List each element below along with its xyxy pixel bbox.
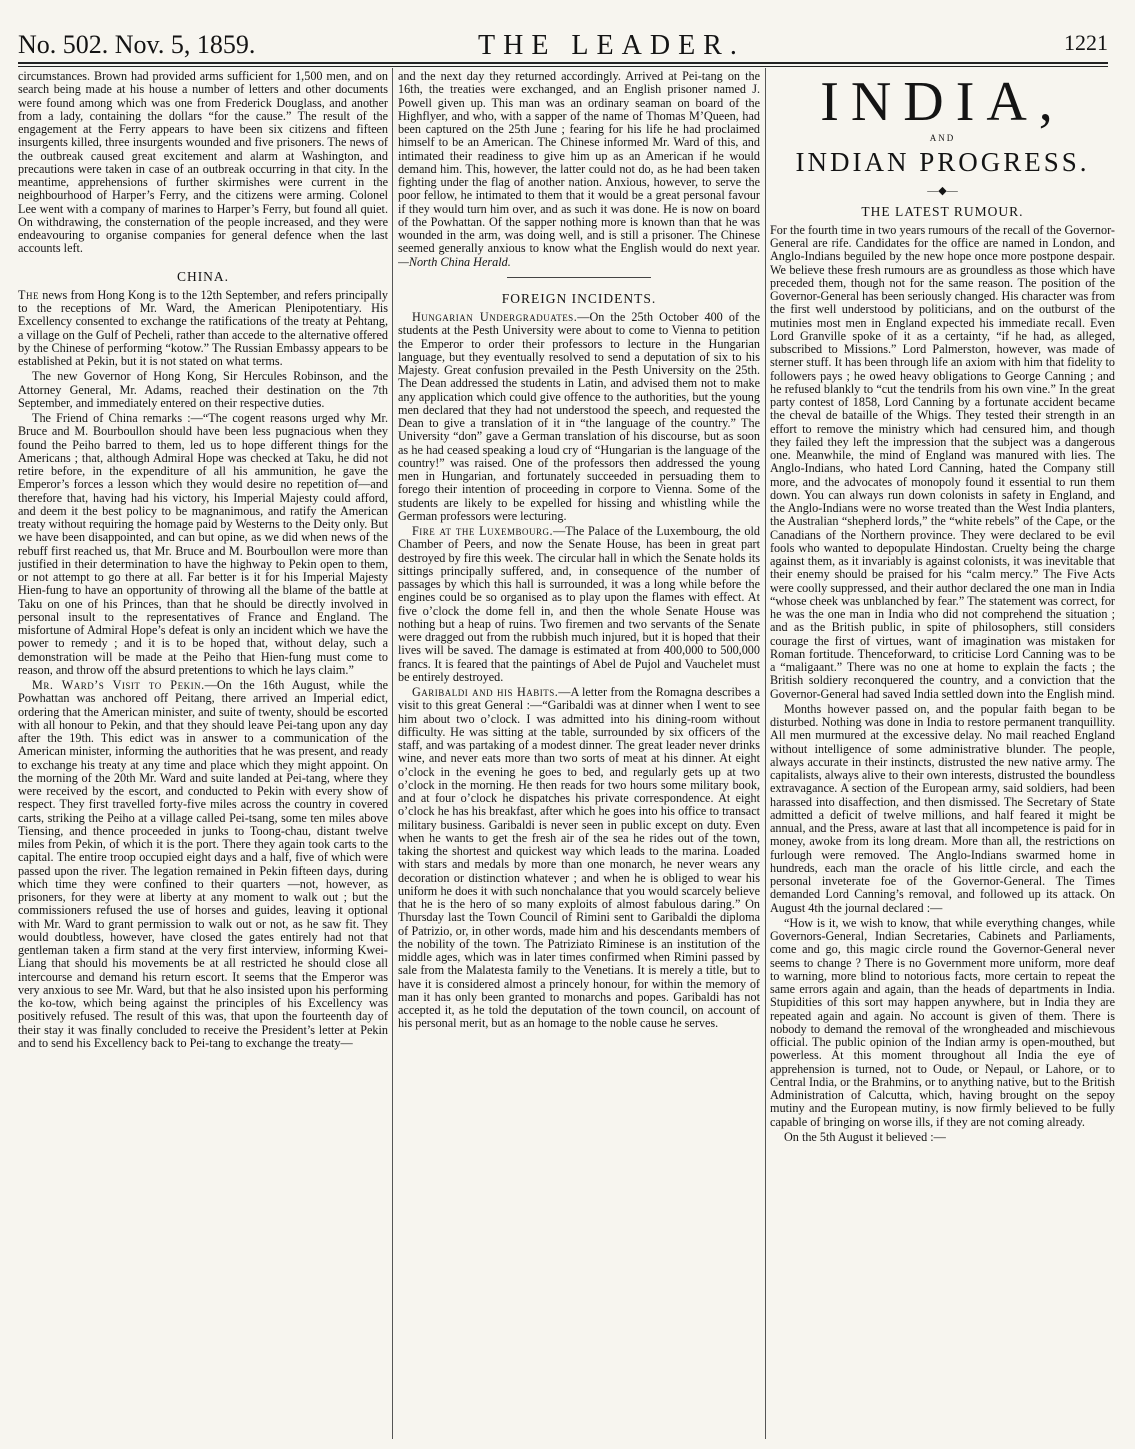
newspaper-title: THE LEADER. [478, 30, 745, 61]
paragraph-text: news from Hong Kong is to the 12th September, and refers principally to the receptions of Mr. Ward, the American Plenipotentiary. His Excellency consented to exchange the ratifications of the treaty at Pehtang, a village on the Gulf of Pecheli, rather than accede to the alternative offered by the Chinese of performing “kotow.” The Russian Embassy appears to be established at Pekin, but it is not stated on what terms. [18, 287, 388, 368]
source-credit: —North China Herald. [398, 254, 511, 269]
column-3 [770, 70, 1115, 1441]
section-subtitle-indian-progress: INDIAN PROGRESS. [795, 147, 1090, 178]
article-paragraph [398, 525, 760, 684]
paragraph-text: —On the 25th October 400 of the students at the Pesth University were about to come to Vienna to petition the Emperor to order their professors to lecture in the Hungarian language, but they eventually resolved to send a deputation of six to his Majesty. Great confusion prevailed in the Pesth University on the 25th. The Dean addressed the students in Latin, and advised them not to make any application which could give offence to the authorities, but the young men declared that they had not understood the speech, and requested the Dean to give a translation of it in “the language of the country.” The University “don” gave a German translation of his discourse, but as soon as he had ceased speaking a loud cry of “Hungarian is the language of the country!” was raised. One of the professors then addressed the young men in Hungarian, and fortunately succeeded in persuading them to forego their intention of proceeding in corpore to Vienna. Some of the students are likely to be expelled for hissing and whistling while the German professors were lecturing. [398, 310, 760, 523]
section-heading-china: CHINA. [176, 268, 230, 284]
article-paragraph: Months however passed on, and the popular faith began to be disturbed. Nothing was done in India to restore permanent tranquillity. All men murmured at the excessive delay. No mail reached England without intelligence of some administrative blunder. The people, always accurate in their instincts, distrusted the new native army. The capitalists, always alive to their own interests, distrusted the boundless extravagance. A section of the European army, said soldiers, had been harassed into disaffection, and then dismissed. The Secretary of State admitted a deficit of twelve millions, and half feared it might be annual, and the Press, aware at last that all incompetence is paid for in money, awoke from its long dream. More than all, the restrictions on furlough were removed. The Anglo-Indians swarmed home in hundreds, each man the oracle of his little circle, and each the personal inveterate foe of the Governor-General. The Times demanded Lord Canning’s removal, and followed up its attack. On August 4th the journal declared :— [770, 701, 1115, 915]
paragraph-text: and the next day they returned accordingly. Arrived at Pei-tang on the 16th, the treaties were exchanged, and an English prisoner named J. Powell given up. This man was an ordinary seaman on board of the Highflyer, and who, with a sapper of the name of Thomas M’Queen, had been captured on the 25th June ; fearing for his life he had proclaimed himself to be an American. The Chinese informed Mr. Ward of this, and intimated their readiness to give him up as an American if he would demand him. This, however, the latter could not do, as he had been taken fighting under the flag of another nation. Anxious, however, to serve the poor fellow, he intimated to them that it would be a great personal favour if they would turn him over, and as such it was done. He is now on board of the Powhattan. Of the sapper nothing more is known than that he was wounded in the arm, was doing well, and is still a prisoner. The Chinese seemed generally anxious to know what the English would do next year. [398, 70, 760, 256]
article-paragraph: The new Governor of Hong Kong, Sir Hercules Robinson, and the Attorney General, Mr. Adams, reached their destination on the 7th September, and immediately entered on their respective duties. [18, 369, 388, 410]
section-divider [507, 277, 652, 278]
article-paragraph [398, 686, 760, 1031]
column-1 [18, 70, 388, 1441]
paragraph-lead-hungarian: Hungarian Undergraduates. [412, 310, 578, 324]
article-paragraph [18, 679, 388, 1050]
section-title-india: INDIA, [820, 71, 1065, 133]
article-paragraph: For the fourth time in two years rumours of the recall of the Governor-General are rife. Candidates for the office are named in London, and Anglo-Indians beguiled by the new hope once more postpone despair. We believe these fresh rumours are as groundless as those which have preceded them, though not for the same reason. The position of the Governor-General has been seriously changed. His character was from the first well understood by politicians, and on the outburst of the mutinies most men in England expected his immediate recall. Even Lord Granville spoke of it as a certainty, “if he had, as alleged, subscribed to Missions.” Lord Palmerston, however, was made of sterner stuff. It has been through life an axiom with him that fidelity to followers pays ; he owed heavy obligations to George Canning ; and he refused blankly to “cut the tendrils from his own vine.” In the great party contest of 1858, Lord Canning by a fortunate accident became the cheval de bataille of the Whigs. They tested their strength in an effort to remove the ministry which had censured him, and though they failed they left the impression that the subject was a dangerous one. Meanwhile, the mind of England was manured with lies. The Anglo-Indians, who hated Lord Canning, hated the Company still more, and the advocates of monopoly found it essential to run them down. You can always run down colonists in safety in England, and the Anglo-Indians were no worse treated than the West India planters, the Australian “shepherd lords,” the “white rebels” of the Cape, or the Canadians of the Northern province. They were declared to be evil fools who wanted to depopulate Hindostan. Cruelty being the charge against them, as it invariably is against colonists, it was inevitable that their enemy should be praised for his “calm mercy.” The Five Acts were coolly suppressed, and their author declared the one man in India “whose cheek was unblanched by fear.” The statement was correct, for he was the one man in India who did not comprehend the situation ; and as the British public, in spite of philosophers, still considers courage the first of virtues, want of imagination was mistaken for Roman fortitude. Thenceforward, to criticise Lord Canning was to be a “maligaant.” There was no one at home to explain the facts ; the British soldiery reconquered the country, and a conviction that the Governor-General had saved India settled down into the English mind. [770, 222, 1115, 701]
paragraph-lead-fire: Fire at the Luxembourg. [412, 524, 554, 538]
ornament-divider: —◆— [927, 185, 958, 198]
section-heading-foreign: FOREIGN INCIDENTS. [501, 290, 657, 306]
title-conjunction: AND [929, 133, 956, 143]
issue-line: No. 502. Nov. 5, 1859. [18, 30, 256, 59]
article-paragraph: circumstances. Brown had provided arms sufficient for 1,500 men, and on search being made at his house a number of letters and other documents were found among which was one from Frederick Douglass, and another from a lady, containing the dollars “for the cause.” The result of the engagement at the Ferry appears to have been six citizens and fifteen insurgents killed, three insurgents wounded and five prisoners. The news of the outbreak caused great excitement and alarm at Washington, and precautions were taken in case of an outbreak occurring in that city. In the meantime, apprehensions of further skirmishes were current in the neighbourhood of Harper’s Ferry, and the citizens were arming. Colonel Lee went with a company of marines to Harper’s Ferry, but found all quiet. On withdrawing, the consternation of the people increased, and they were endeavouring to organise companies for general defence when the last accounts left. [18, 70, 388, 256]
article-paragraph [18, 289, 388, 369]
article-paragraph: “How is it, we wish to know, that while everything changes, while Governors-General, Indian Secretaries, Cabinets and Parliaments, come and go, this magic circle round the Governor-General never seems to change ? There is no Government more uniform, more deaf to warning, more blind to notorious facts, more certain to repeat the same errors again and again, than the heads of departments in India. Stupidities of this sort may happen anywhere, but in India they are repeated again and again. No account is given of them. There is nobody to demand the removal of the wrongheaded and mischievous official. The public opinion of the Indian army is open-mouthed, but powerless. At this moment throughout all India the eye of apprehension is turned, not to Oude, or Nepaul, or Lahore, or to Central India, or the Brahmins, or to anything native, but to the British Administration of Calcutta, which, having brought on the sepoy mutiny and the European mutiny, is now firmly believed to be fully capable of bringing on worse ills, if they are not coming already. [770, 915, 1115, 1129]
column-2 [398, 70, 760, 1441]
article-paragraph: On the 5th August it believed :— [784, 1129, 946, 1144]
paragraph-lead-garibaldi: Garibaldi and his Habits. [412, 685, 559, 699]
paragraph-text: —The Palace of the Luxembourg, the old Chamber of Peers, and now the Senate House, has been in great part destroyed by fire this week. The circular hall in which the Senate holds its sittings principally suffered, and, in consequence of the number of passages by which this hall is surrounded, it was a long while before the engines could be so organised as to play upon the flames with effect. At five o’clock the dome fell in, and then the whole Senate House was nothing but a heap of ruins. Two firemen and two servants of the Senate were dragged out from the rubbish much injured, but it is hoped that their lives will be saved. The damage is estimated at from 400,000 to 500,000 francs. It is feared that the paintings of Abel de Pujol and Vauchelet must be entirely destroyed. [398, 524, 760, 684]
paragraph-text: —A letter from the Romagna describes a visit to this great General :—“Garibaldi was at dinner when I went to see him about two o’clock. I was admitted into his dining-room without difficulty. He was sitting at the table, surrounded by six officers of the staff, and was partaking of a modest dinner. The great leader never drinks wine, and never eats more than two sorts of meat at his dinner. At eight o’clock in the evening he goes to bed, and regularly gets up at two o’clock in the morning. He then reads for two hours some military book, and at four o’clock he dispatches his private correspondence. At eight o’clock he has his breakfast, after which he goes into his office to transact military business. Garibaldi is never seen in public except on duty. Even when he wants to get the fresh air of the sea he rides out of the town, taking the shortest and quickest way which leads to the marina. Loaded with stars and medals by more than one monarch, he never wears any decoration or distinction whatever ; and when he is obliged to wear his uniform he does it with such nonchalance that you would scarcely believe that he is the hero of so many exploits of almost fabulous daring.” On Thursday last the Town Council of Rimini sent to Garibaldi the diploma of Patrizio, or, in other words, made him and his descendants members of the nobility of the town. The Patriziato Riminese is an institution of the middle ages, which was in later times confirmed when Rimini passed by sale from the Malatesta family to the Venetians. It is merely a title, but to have it is considered almost a princely honour, for within the memory of man it has only been granted to monarchs and popes. Garibaldi has not accepted it, as he told the deputation of the town council, on account of his personal merit, but as an homage to the noble cause he serves. [398, 685, 760, 1031]
paragraph-lead-ward: Mr. Ward’s Visit to Pekin. [32, 678, 205, 692]
column-divider-1 [392, 68, 393, 1439]
article-paragraph [398, 311, 760, 523]
lead-word: The [18, 287, 39, 302]
masthead-rule-thin [18, 66, 1108, 67]
masthead-rule [18, 62, 1108, 64]
page-number: 1221 [1064, 30, 1108, 55]
article-paragraph: The Friend of China remarks :—“The cogent reasons urged why Mr. Bruce and M. Bourboullon should have been less pugnacious when they found the Peiho barred to them, led us to hope different things for the Americans ; that, although Admiral Hope was checked at Taku, he did not retire before, in the expenditure of all his ammunition, he gave the Emperor’s forces a lesson which they would desire no repetition of—and therefore that, having had his victory, his Imperial Majesty could afford, and deem it the best policy to be magnanimous, and ratify the American treaty without requiring the homage paid by Westerns to the Deity only. But we have been disappointed, and can but opine, as we did when news of the rebuff first reached us, that Mr. Bruce and M. Bourboullon were more than justified in their determination to have the highway to Pekin open to them, or not attempt to go there at all. Far better is it for his Imperial Majesty Hien-fung to have an opportunity of throwing all the blame of the battle at Taku on one of his Princes, than that he should be directly involved in personal insult to the representatives of France and England. The misfortune of Admiral Hope’s defeat is only an incident which we have the power to remedy ; and it is to be hoped that, without delay, such a demonstration will be made at the Peiho that Hien-fung must come to reason, and throw off the absurd pretentions to which he lays claim.” [18, 411, 388, 677]
paragraph-text: —On the 16th August, while the Powhattan was anchored off Peitang, there arrived an Imperial edict, ordering that the American minister, and suite of twenty, should be escorted with all honour to Pekin, and that they should leave Pei-tang upon any day after the 19th. This edict was in answer to a communication of the American minister, informing the authorities that he was present, and ready to exchange his treaty at any time and place which they might appoint. On the morning of the 20th Mr. Ward and suite landed at Pei-tang, where they were received by the escort, and conducted to Pekin with every show of respect. They first travelled forty-five miles across the country in covered carts, striking the Peiho at a village called Pei-tsang, some ten miles above Tiensing, and thence proceeded in junks to Toong-chau, distant twelve miles from Pekin, of which it is the port. There they again took carts to the capital. The entire troop occupied eight days and a half, five of which were passed upon the river. The legation remained in Pekin fifteen days, during which time they were confined to their quarters —not, however, as prisoners, for they were at liberty at any moment to walk out ; but the commissioners refused the use of horses and guides, leaving it optional with Mr. Ward to grant permission to walk out or not, as he saw fit. They would doubtless, however, have closed the gates entirely had not that gentleman taken a firm stand at the very first interview, informing Kwei-Liang that should his movements be at all restricted he should close all intercourse and demand his return escort. It seems that the Emperor was very anxious to see Mr. Ward, but that he also insisted upon his performing the ko-tow, which being against the principles of his Excellency was positively refused. The result of this was, that upon the fourteenth day of their stay it was finally concluded to receive the President’s letter at Pekin and to send his Excellency back to Pei-tang to exchange the treaty— [18, 678, 388, 1050]
section-heading-rumour: THE LATEST RUMOUR. [861, 203, 1024, 219]
masthead [18, 30, 1108, 61]
column-divider-2 [765, 68, 766, 1439]
article-paragraph [398, 70, 760, 269]
